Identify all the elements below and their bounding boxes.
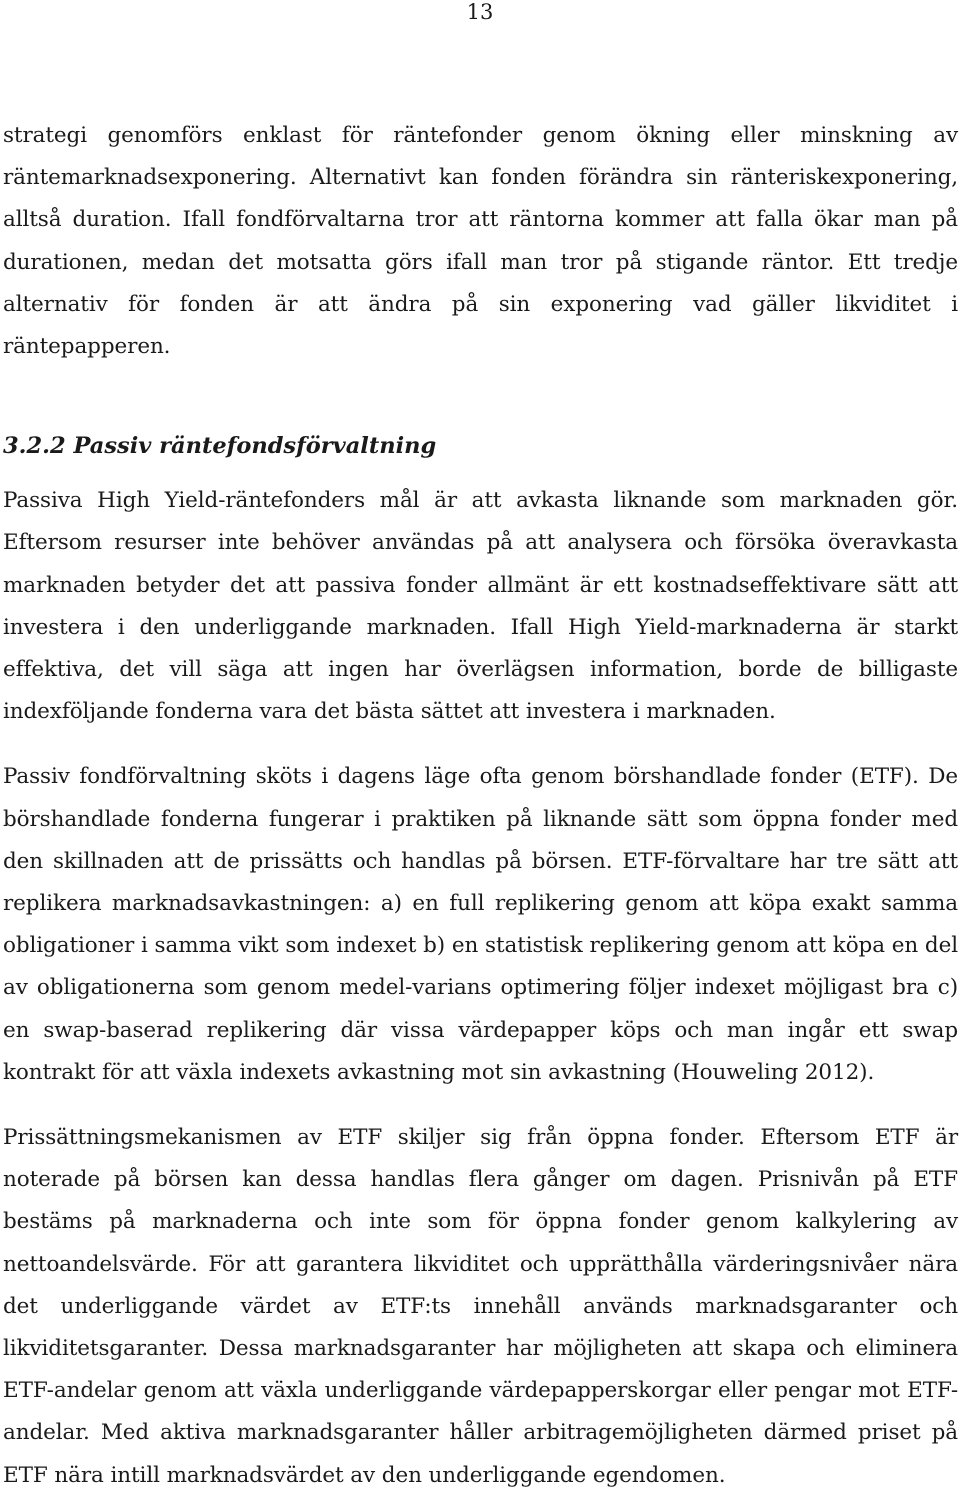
section-heading: 3.2.2 Passiv räntefondsförvaltning — [3, 433, 437, 460]
page-number: 13 — [466, 0, 494, 24]
paragraph-etf: Passiv fondförvaltning sköts i dagens läge ofta genom börshandlade fonder (ETF). De börshandlade fonderna fungerar i praktiken på liknande sätt som öppna fonder med den skillnaden att de prissätts och handlas på börsen. ETF-förvaltare har tre sätt att replikera marknadsavkastningen: a) en full replikering genom att köpa exakt samma obligationer i samma vikt som indexet b) en statistisk replikering genom att köpa en del av obligationerna som genom medel-varians optimering följer indexet möjligast bra c) en swap-baserad replikering där vissa värdepapper köps och man ingår ett swap kontrakt för att växla indexets avkastning mot sin avkastning (Houweling 2012). — [3, 764, 958, 1085]
document-body — [3, 115, 958, 1497]
paragraph-strategy: strategi genomförs enklast för räntefonder genom ökning eller minskning av räntemarknadsexponering. Alternativt kan fonden förändra sin ränteriskexponering, alltså duration. Ifall fondförvaltarna tror att räntorna kommer att falla ökar man på durationen, medan det motsatta görs ifall man tror på stigande räntor. Ett tredje alternativ för fonden är att ändra på sin exponering vad gäller likviditet i räntepapperen. — [3, 123, 958, 360]
paragraph-etf-pricing: Prissättningsmekanismen av ETF skiljer sig från öppna fonder. Eftersom ETF är noterade på börsen kan dessa handlas flera gånger om dagen. Prisnivån på ETF bestäms på marknaderna och inte som för öppna fonder genom kalkylering av nettoandelsvärde. För att garantera likviditet och upprätthålla värderingsnivåer nära det underliggande värdet av ETF:ts innehåll används marknadsgaranter och likviditetsgaranter. Dessa marknadsgaranter har möjligheten att skapa och eliminera ETF-andelar genom att växla underliggande värdepapperskorgar eller pengar mot ETF-andelar. Med aktiva marknadsgaranter håller arbitragemöjligheten därmed priset på ETF nära intill marknadsvärdet av den underliggande egendomen. — [3, 1125, 958, 1488]
paragraph-passive-funds: Passiva High Yield-räntefonders mål är att avkasta liknande som marknaden gör. Eftersom resurser inte behöver användas på att analysera och försöka överavkasta marknaden betyder det att passiva fonder allmänt är ett kostnadseffektivare sätt att investera i den underliggande marknaden. Ifall High Yield-marknaderna är starkt effektiva, det vill säga att ingen har överlägsen information, borde de billigaste indexföljande fonderna vara det bästa sättet att investera i marknaden. — [3, 488, 958, 725]
